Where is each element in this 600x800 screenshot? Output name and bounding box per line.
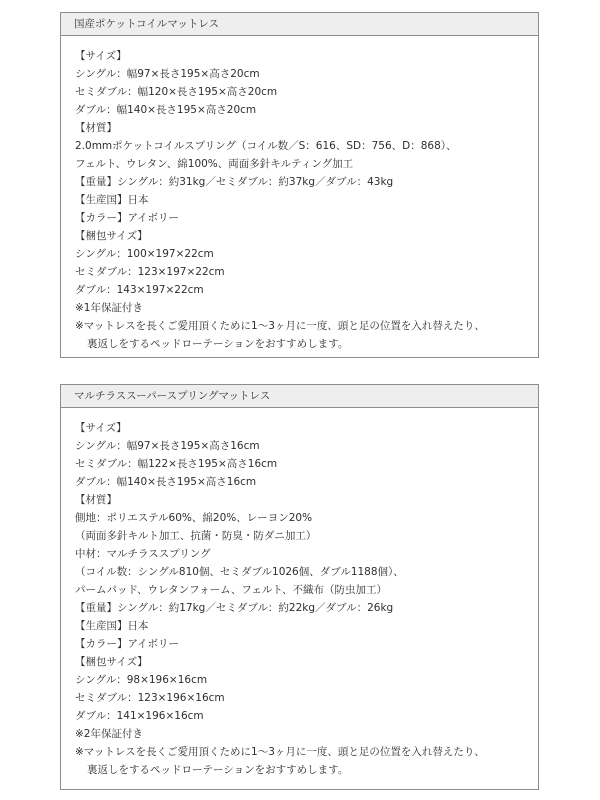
spec-line: フェルト、ウレタン、綿100%、両面多針キルティング加工 — [75, 158, 354, 170]
spec-line: セミダブル：幅122×長さ195×高さ16cm — [75, 458, 278, 470]
spec-line: 裏返しをするペッドローテーションをおすすめします。 — [87, 764, 349, 776]
spec-line: 【サイズ】 — [75, 50, 127, 62]
spec-line: 【カラー】アイボリー — [75, 638, 180, 650]
spec-line: 【梱包サイズ】 — [75, 230, 148, 242]
spec-line: 【カラー】アイボリー — [75, 212, 180, 224]
spec-box-pocket-coil — [60, 12, 539, 358]
spec-line: 【材質】 — [75, 122, 117, 134]
spec-line: セミダブル：123×196×16cm — [75, 692, 225, 704]
spec-line: ※マットレスを長くご愛用頂くために1～3ヶ月に一度、頭と足の位置を入れ替えたり、 — [75, 746, 485, 758]
spec-line: ダブル：141×196×16cm — [75, 710, 204, 722]
spec-line: シングル：幅97×長さ195×高さ16cm — [75, 440, 260, 452]
spec-line: 【生産国】日本 — [75, 620, 149, 632]
spec-line: ※2年保証付き — [75, 728, 143, 740]
spec-line: ※1年保証付き — [75, 302, 143, 314]
spec-line: （両面多針キルト加工、抗菌・防臭・防ダニ加工） — [75, 530, 317, 542]
spec-line: 【梱包サイズ】 — [75, 656, 148, 668]
spec-line: シングル：幅97×長さ195×高さ20cm — [75, 68, 260, 80]
spec-line: 【サイズ】 — [75, 422, 127, 434]
spec-line: 中材：マルチラススプリング — [75, 548, 211, 560]
spec-box-title: マルチラススーパースプリングマットレス — [61, 385, 538, 408]
spec-line: シングル：100×197×22cm — [75, 248, 214, 260]
spec-line: セミダブル：123×197×22cm — [75, 266, 225, 278]
spec-line: 【重量】シングル：約31kg／セミダブル：約37kg／ダブル：43kg — [75, 176, 394, 188]
spec-box-body — [61, 408, 538, 779]
spec-line: 【重量】シングル：約17kg／セミダブル：約22kg／ダブル：26kg — [75, 602, 394, 614]
spec-line: 裏返しをするペッドローテーションをおすすめします。 — [87, 338, 349, 350]
spec-box-body — [61, 36, 538, 353]
spec-line: セミダブル：幅120×長さ195×高さ20cm — [75, 86, 278, 98]
spec-line: シングル：98×196×16cm — [75, 674, 208, 686]
spec-line: （コイル数：シングル810個、セミダブル1026個、ダブル1188個）、 — [75, 566, 404, 578]
spec-line: パームパッド、ウレタンフォーム、フェルト、不織布（防虫加工） — [75, 584, 387, 596]
spec-box-multi-spring — [60, 384, 539, 790]
spec-line: ダブル：幅140×長さ195×高さ16cm — [75, 476, 257, 488]
spec-line: 側地：ポリエステル60%、綿20%、レーヨン20% — [75, 512, 313, 524]
spec-line: 【生産国】日本 — [75, 194, 149, 206]
spec-line: ダブル：幅140×長さ195×高さ20cm — [75, 104, 257, 116]
spec-box-title: 国産ポケットコイルマットレス — [61, 13, 538, 36]
spec-line: 2.0mmポケットコイルスプリング（コイル数／S：616、SD：756、D：868）、 — [75, 140, 457, 152]
spec-line: 【材質】 — [75, 494, 117, 506]
spec-line: ※マットレスを長くご愛用頂くために1～3ヶ月に一度、頭と足の位置を入れ替えたり、 — [75, 320, 485, 332]
spec-line: ダブル：143×197×22cm — [75, 284, 204, 296]
